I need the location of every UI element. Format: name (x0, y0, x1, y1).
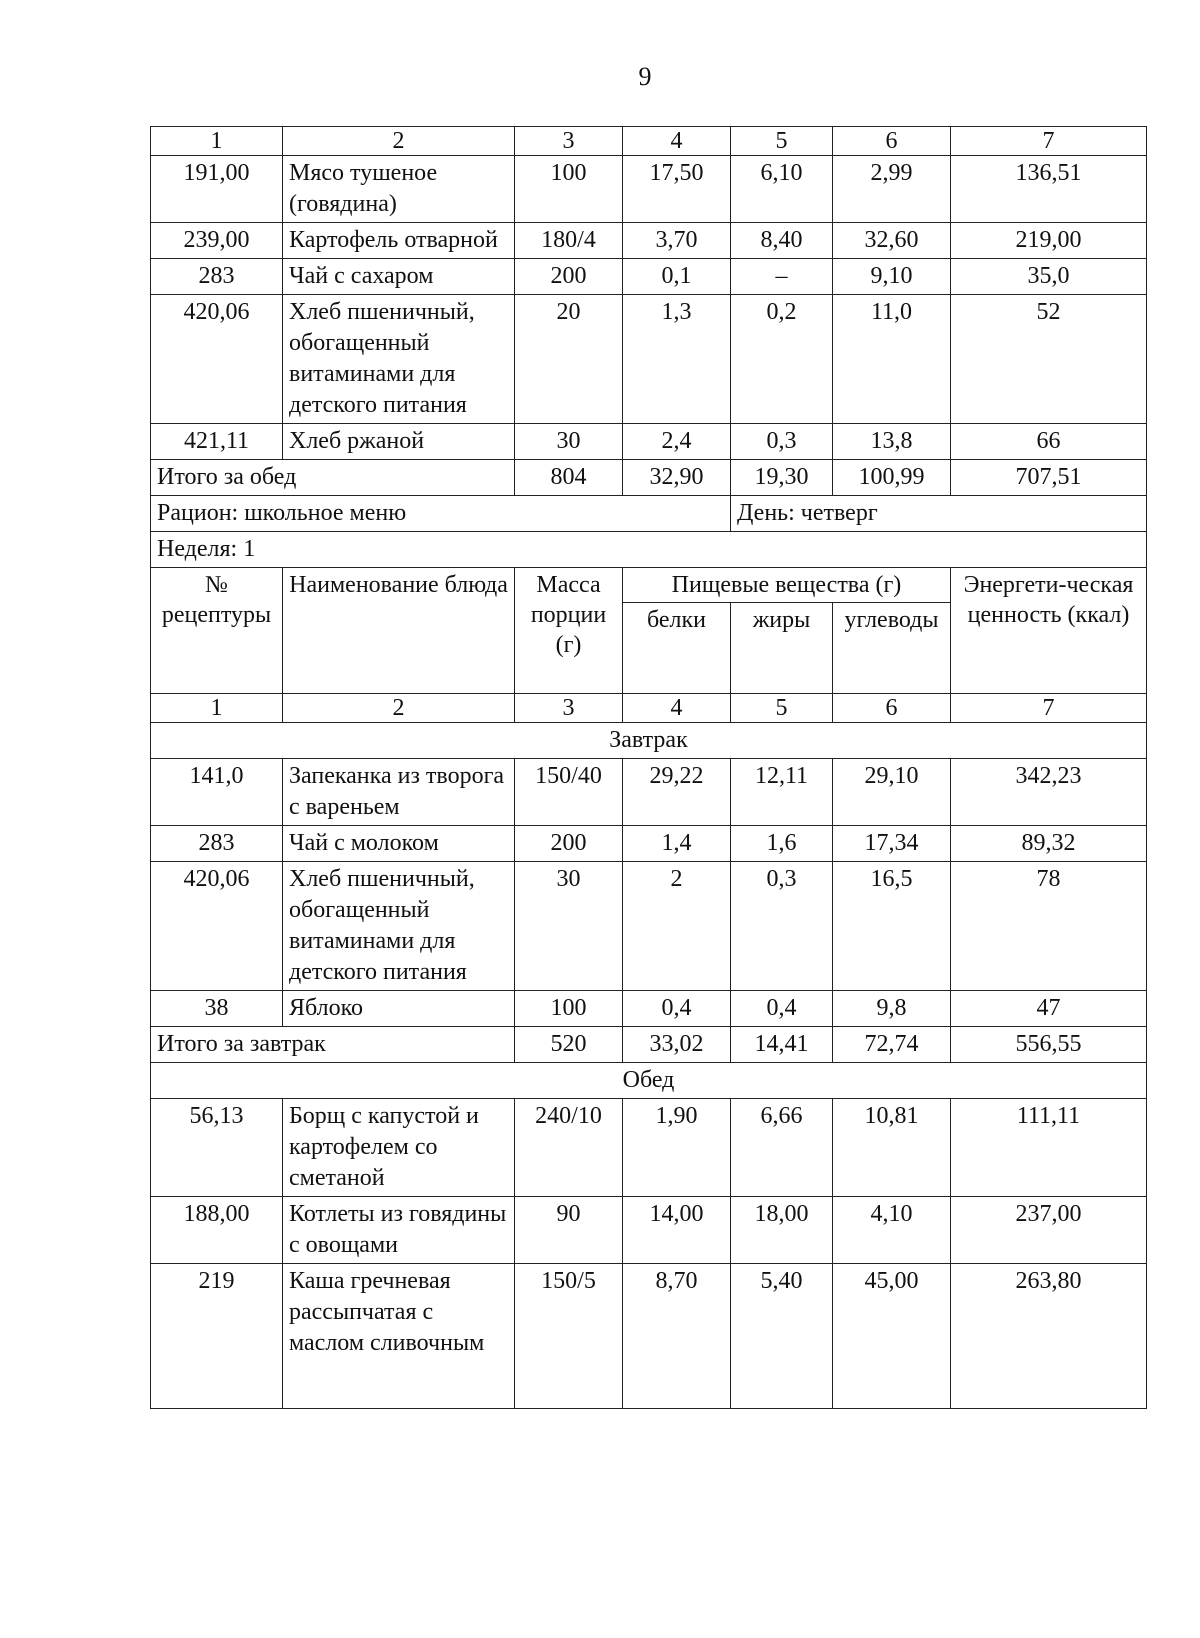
recipe-number: 421,11 (151, 424, 283, 460)
table-row (151, 991, 1147, 1027)
table-row (151, 826, 1147, 862)
total-protein: 32,90 (623, 460, 731, 496)
day-label: День: четверг (731, 496, 1147, 532)
column-number: 2 (283, 694, 515, 723)
protein-value: 1,90 (623, 1099, 731, 1197)
dish-name: Мясо тушеное (говядина) (283, 156, 515, 223)
protein-value: 8,70 (623, 1264, 731, 1409)
total-row (151, 460, 1147, 496)
dish-name: Котлеты из говядины с овощами (283, 1197, 515, 1264)
column-number: 4 (623, 694, 731, 723)
fat-value: 12,11 (731, 759, 833, 826)
carbs-value: 9,10 (833, 259, 951, 295)
energy-value: 111,11 (951, 1099, 1147, 1197)
dish-name: Чай с сахаром (283, 259, 515, 295)
header-fat: жиры (731, 603, 833, 694)
section-lunch-title: Обед (151, 1063, 1147, 1099)
total-fat: 14,41 (731, 1027, 833, 1063)
carbs-value: 32,60 (833, 223, 951, 259)
column-number: 7 (951, 694, 1147, 723)
header-recipe-number: № рецептуры (151, 568, 283, 694)
protein-value: 1,3 (623, 295, 731, 424)
recipe-number: 38 (151, 991, 283, 1027)
fat-value: 18,00 (731, 1197, 833, 1264)
total-carbs: 100,99 (833, 460, 951, 496)
portion-mass: 150/5 (515, 1264, 623, 1409)
page-number: 9 (638, 62, 652, 91)
header-dish-name: Наименование блюда (283, 568, 515, 694)
week-label: Неделя: 1 (151, 532, 1147, 568)
column-number-row (151, 694, 1147, 723)
protein-value: 1,4 (623, 826, 731, 862)
energy-value: 66 (951, 424, 1147, 460)
recipe-number: 420,06 (151, 862, 283, 991)
portion-mass: 100 (515, 991, 623, 1027)
total-protein: 33,02 (623, 1027, 731, 1063)
table-row (151, 295, 1147, 424)
dish-name: Хлеб ржаной (283, 424, 515, 460)
column-number: 3 (515, 694, 623, 723)
portion-mass: 200 (515, 826, 623, 862)
dish-name: Хлеб пшеничный, обогащенный витаминами для детского питания (283, 862, 515, 991)
protein-value: 0,4 (623, 991, 731, 1027)
portion-mass: 180/4 (515, 223, 623, 259)
header-carbs: углеводы (833, 603, 951, 694)
section-row (151, 1063, 1147, 1099)
column-number: 1 (151, 127, 283, 156)
energy-value: 52 (951, 295, 1147, 424)
dish-name: Чай с молоком (283, 826, 515, 862)
total-label: Итого за обед (151, 460, 515, 496)
fat-value: 6,10 (731, 156, 833, 223)
recipe-number: 283 (151, 259, 283, 295)
menu-table (150, 126, 1147, 1409)
fat-value: 8,40 (731, 223, 833, 259)
column-number: 1 (151, 694, 283, 723)
recipe-number: 56,13 (151, 1099, 283, 1197)
portion-mass: 200 (515, 259, 623, 295)
total-fat: 19,30 (731, 460, 833, 496)
column-number: 5 (731, 127, 833, 156)
total-mass: 804 (515, 460, 623, 496)
header-nutrients: Пищевые вещества (г) (623, 568, 951, 603)
carbs-value: 11,0 (833, 295, 951, 424)
header-energy: Энергети-ческая ценность (ккал) (951, 568, 1147, 694)
carbs-value: 29,10 (833, 759, 951, 826)
energy-value: 89,32 (951, 826, 1147, 862)
carbs-value: 9,8 (833, 991, 951, 1027)
column-number: 5 (731, 694, 833, 723)
fat-value: 5,40 (731, 1264, 833, 1409)
total-energy: 707,51 (951, 460, 1147, 496)
recipe-number: 141,0 (151, 759, 283, 826)
column-number: 3 (515, 127, 623, 156)
energy-value: 219,00 (951, 223, 1147, 259)
header-row (151, 568, 1147, 603)
portion-mass: 240/10 (515, 1099, 623, 1197)
carbs-value: 45,00 (833, 1264, 951, 1409)
fat-value: 0,2 (731, 295, 833, 424)
recipe-number: 239,00 (151, 223, 283, 259)
energy-value: 263,80 (951, 1264, 1147, 1409)
recipe-number: 219 (151, 1264, 283, 1409)
table-row (151, 156, 1147, 223)
carbs-value: 4,10 (833, 1197, 951, 1264)
portion-mass: 30 (515, 424, 623, 460)
energy-value: 237,00 (951, 1197, 1147, 1264)
energy-value: 35,0 (951, 259, 1147, 295)
total-carbs: 72,74 (833, 1027, 951, 1063)
dish-name: Каша гречневая рассыпчатая с маслом сливочным (283, 1264, 515, 1409)
table-row (151, 223, 1147, 259)
column-number: 2 (283, 127, 515, 156)
recipe-number: 283 (151, 826, 283, 862)
table-row (151, 1197, 1147, 1264)
ration-label: Рацион: школьное меню (151, 496, 731, 532)
portion-mass: 30 (515, 862, 623, 991)
column-number: 4 (623, 127, 731, 156)
table-row (151, 259, 1147, 295)
energy-value: 342,23 (951, 759, 1147, 826)
table-row (151, 1264, 1147, 1409)
carbs-value: 17,34 (833, 826, 951, 862)
energy-value: 136,51 (951, 156, 1147, 223)
protein-value: 2,4 (623, 424, 731, 460)
table-row (151, 759, 1147, 826)
dish-name: Картофель отварной (283, 223, 515, 259)
total-mass: 520 (515, 1027, 623, 1063)
portion-mass: 90 (515, 1197, 623, 1264)
table-row (151, 1099, 1147, 1197)
section-breakfast-title: Завтрак (151, 723, 1147, 759)
protein-value: 2 (623, 862, 731, 991)
fat-value: 1,6 (731, 826, 833, 862)
dish-name: Хлеб пшеничный, обогащенный витаминами для детского питания (283, 295, 515, 424)
recipe-number: 188,00 (151, 1197, 283, 1264)
fat-value: 0,3 (731, 862, 833, 991)
total-row (151, 1027, 1147, 1063)
carbs-value: 10,81 (833, 1099, 951, 1197)
protein-value: 3,70 (623, 223, 731, 259)
fat-value: – (731, 259, 833, 295)
protein-value: 29,22 (623, 759, 731, 826)
recipe-number: 191,00 (151, 156, 283, 223)
protein-value: 17,50 (623, 156, 731, 223)
dish-name: Яблоко (283, 991, 515, 1027)
header-portion-mass: Масса порции (г) (515, 568, 623, 694)
protein-value: 14,00 (623, 1197, 731, 1264)
portion-mass: 20 (515, 295, 623, 424)
fat-value: 0,3 (731, 424, 833, 460)
portion-mass: 100 (515, 156, 623, 223)
fat-value: 0,4 (731, 991, 833, 1027)
carbs-value: 13,8 (833, 424, 951, 460)
energy-value: 78 (951, 862, 1147, 991)
fat-value: 6,66 (731, 1099, 833, 1197)
dish-name: Запеканка из творога с вареньем (283, 759, 515, 826)
column-number-row (151, 127, 1147, 156)
column-number: 6 (833, 694, 951, 723)
table-row (151, 862, 1147, 991)
protein-value: 0,1 (623, 259, 731, 295)
portion-mass: 150/40 (515, 759, 623, 826)
table-row (151, 424, 1147, 460)
carbs-value: 2,99 (833, 156, 951, 223)
total-energy: 556,55 (951, 1027, 1147, 1063)
recipe-number: 420,06 (151, 295, 283, 424)
ration-row (151, 496, 1147, 532)
section-row (151, 723, 1147, 759)
header-protein: белки (623, 603, 731, 694)
column-number: 7 (951, 127, 1147, 156)
total-label: Итого за завтрак (151, 1027, 515, 1063)
dish-name: Борщ с капустой и картофелем со сметаной (283, 1099, 515, 1197)
carbs-value: 16,5 (833, 862, 951, 991)
week-row (151, 532, 1147, 568)
column-number: 6 (833, 127, 951, 156)
energy-value: 47 (951, 991, 1147, 1027)
